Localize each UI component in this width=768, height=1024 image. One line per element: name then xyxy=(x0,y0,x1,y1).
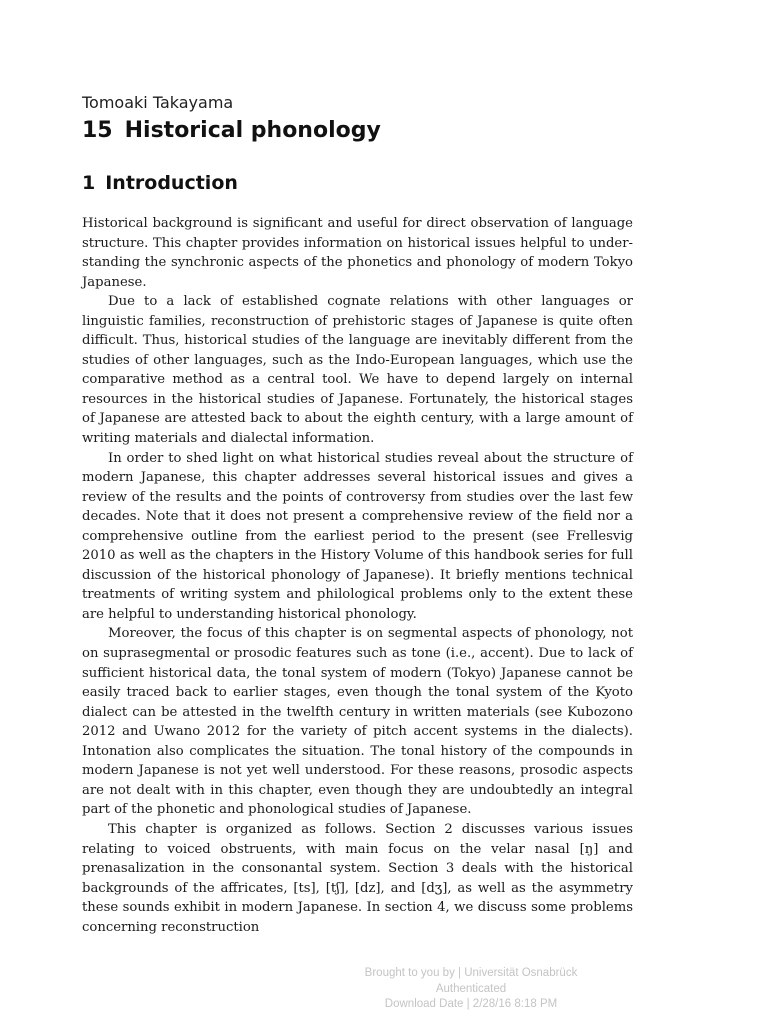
section-title: Introduction xyxy=(105,172,238,194)
paragraph-5: This chapter is organized as follows. Section 2 discusses various issues relating to voiced obstruents, with main focus on the velar nasal [ŋ] and prenasalization in the consonantal system. Section 3 deals with the historical backgrounds of the affricates, [ts], [tʃ], [dz], and [dʒ], as well as the asymmetry these sounds exhibit in modern Japanese. In section 4, we discuss some problems concerning reconstruction xyxy=(82,821,633,935)
download-watermark xyxy=(336,966,606,1013)
paragraph-3: In order to shed light on what historical studies reveal about the structure of modern Japanese, this chapter addresses several historical issues and gives a review of the results and the points of controversy from studies over the last few decades. Note that it does not present a comprehensive review of the field nor a comprehensive outline from the earliest period to the present (see Frellesvig 2010 as well as the chapters in the History Volume of this handbook series for full discussion of the historical phonology of Japanese). It briefly mentions technical treatments of writing system and philological problems only to the extent these are helpful to understanding historical phonology. xyxy=(82,450,633,622)
watermark-line-2: Authenticated xyxy=(435,982,507,995)
chapter-number: 15 xyxy=(82,118,113,143)
paragraph-2: Due to a lack of established cognate relations with other languages or linguistic families, reconstruction of prehistoric stages of Japanese is quite often difficult. Thus, historical studies of the language are inevitably different from the studies of other languages, such as the Indo-European languages, which use the comparative method as a central tool. We have to depend largely on internal resources in the historical studies of Japanese. Fortunately, the historical stages of Japanese are attested back to about the eighth century, with a large amount of writing materials and dialectal information. xyxy=(82,294,633,447)
watermark-line-1: Brought to you by | Universität Osnabrück xyxy=(364,967,578,979)
section-heading xyxy=(82,170,633,196)
section-number: 1 xyxy=(82,172,96,194)
chapter-title xyxy=(82,116,633,146)
watermark-line-3: Download Date | 2/28/16 8:18 PM xyxy=(384,998,558,1010)
paragraph-4: Moreover, the focus of this chapter is on segmental aspects of phonology, not on suprasegmental or prosodic features such as tone (i.e., accent). Due to lack of sufficient historical data, the tonal system of modern (Tokyo) Japanese cannot be easily traced back to earlier stages, even though the tonal system of the Kyoto dialect can be attested in the twelfth century in written materials (see Kubozono 2012 and Uwano 2012 for the variety of pitch accent systems in the dialects). Intonation also complicates the situation. The tonal history of the compounds in modern Japanese is not yet well understood. For these reasons, prosodic aspects are not dealt with in this chapter, even though they are undoubtedly an integral part of the phonetic and phonological studies of Japanese. xyxy=(82,626,633,818)
author-name: Tomoaki Takayama xyxy=(82,93,234,112)
chapter-title-text: Historical phonology xyxy=(124,118,381,143)
body-text xyxy=(82,214,633,937)
paragraph-1: Historical background is significant and useful for direct observation of language structure. This chapter provides information on historical issues helpful to understanding the synchronic aspects of the phonetics and phonology of modern Tokyo Japanese. xyxy=(82,216,633,290)
page-content xyxy=(82,92,633,937)
